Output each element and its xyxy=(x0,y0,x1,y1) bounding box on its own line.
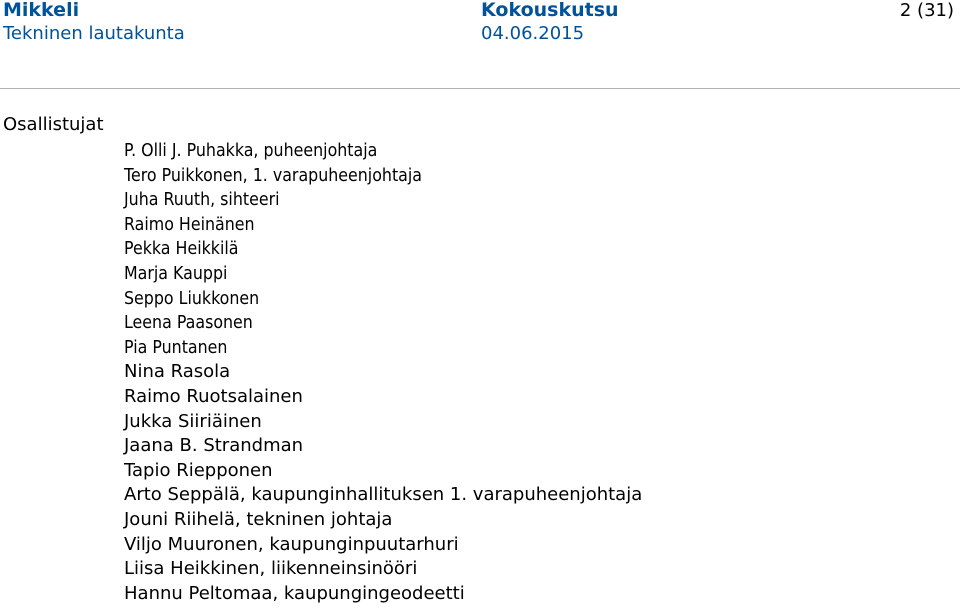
participant-item: Pekka Heikkilä xyxy=(124,238,239,260)
page-number: 2 (31) xyxy=(899,0,954,21)
participant-item: Hannu Peltomaa, kaupungingeodeetti xyxy=(124,582,465,604)
document-type: Kokouskutsu xyxy=(481,0,619,21)
organization-name: Mikkeli xyxy=(3,0,80,21)
participant-item: Pia Puntanen xyxy=(124,336,228,358)
section-label-participants: Osallistujat xyxy=(3,114,104,135)
participant-list xyxy=(124,139,642,606)
participant-item: Tero Puikkonen, 1. varapuheenjohtaja xyxy=(124,164,422,186)
participant-item: P. Olli J. Puhakka, puheenjohtaja xyxy=(124,140,378,161)
participant-item: Nina Rasola xyxy=(124,361,231,383)
participant-item: Raimo Ruotsalainen xyxy=(124,385,303,407)
participant-item: Raimo Heinänen xyxy=(124,213,255,235)
participant-item: Seppo Liukkonen xyxy=(124,287,260,309)
participant-item: Liisa Heikkinen, liikenneinsinööri xyxy=(124,558,418,580)
participant-item: Marja Kauppi xyxy=(124,262,228,284)
participant-item: Leena Paasonen xyxy=(124,312,253,334)
document-header xyxy=(0,0,960,92)
header-divider xyxy=(0,88,960,89)
participant-item: Jaana B. Strandman xyxy=(124,435,304,457)
committee-name: Tekninen lautakunta xyxy=(3,23,185,44)
participant-item: Tapio Riepponen xyxy=(124,459,273,481)
meeting-date: 04.06.2015 xyxy=(481,23,585,44)
participant-item: Jukka Siiriäinen xyxy=(124,410,262,432)
participant-item: Jouni Riihelä, tekninen johtaja xyxy=(124,508,393,530)
participant-item: Viljo Muuronen, kaupunginpuutarhuri xyxy=(124,533,459,555)
participant-item: Juha Ruuth, sihteeri xyxy=(124,189,280,211)
participant-item: Arto Seppälä, kaupunginhallituksen 1. varapuheenjohtaja xyxy=(124,484,643,506)
